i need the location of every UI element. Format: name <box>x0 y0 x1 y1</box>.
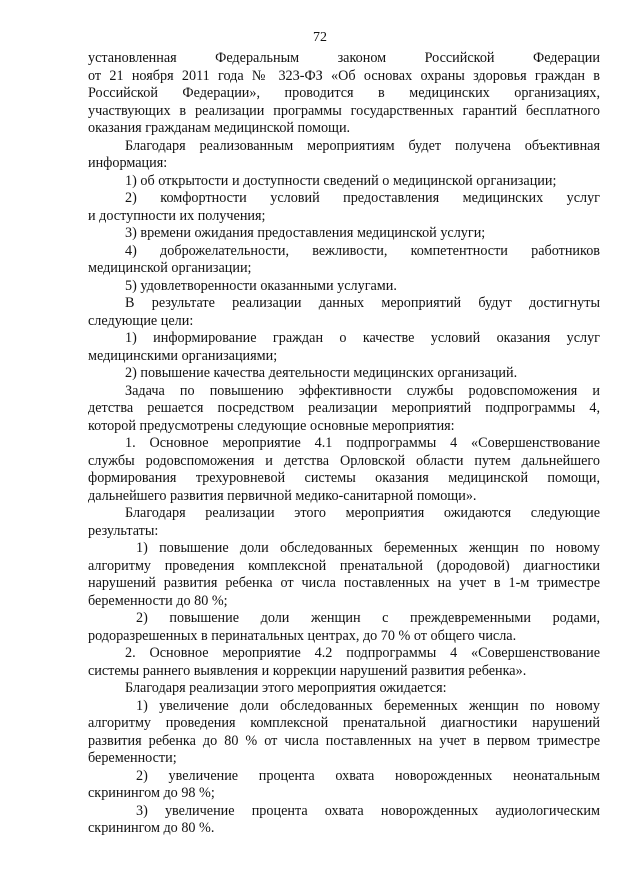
text-line: 3) времени ожидания предоставления медицинской услуги; <box>125 225 486 241</box>
text-line: В результате реализации данных мероприятий будут достигнуты <box>125 295 600 311</box>
page-number: 72 <box>313 30 327 45</box>
text-line: 3) увеличение процента охвата новорожденных аудиологическим <box>136 802 600 819</box>
text-line: 1) об открытости и доступности сведений о медицинской организации; <box>125 172 557 189</box>
text-line: нарушений развития ребенка от числа поставленных на учет в 1-м триместре <box>88 575 600 591</box>
text-line: которой предусмотрены следующие основные мероприятия: <box>88 417 455 434</box>
text-line: Задача по повышению эффективности службы родовспоможения и <box>125 382 600 399</box>
text-line: результаты: <box>88 522 159 539</box>
text-line: Благодаря реализованным мероприятиям будет получена объективная <box>125 137 600 154</box>
text-line: скринингом до 98 %; <box>88 785 215 801</box>
text-line: скринингом до 80 %. <box>88 820 215 836</box>
text-line: 2) комфортности условий предоставления медицинских услуг <box>125 190 600 206</box>
text-line: формирования трехуровневой системы оказания медицинской помощи, <box>88 470 600 486</box>
text-line: 2) повышение доли женщин с преждевременными родами, <box>136 610 600 626</box>
text-line: детства решается посредством реализации мероприятий подпрограммы 4, <box>88 400 600 416</box>
text-line: 2) повышение качества деятельности медицинских организаций. <box>125 365 518 381</box>
text-line: беременности до 80 %; <box>88 592 228 609</box>
text-line: медицинскими организациями; <box>88 347 278 364</box>
text-line: 1) увеличение доли обследованных беременных женщин по новому <box>136 697 600 714</box>
text-line: Благодаря реализации этого мероприятия ожидаются следующие <box>125 505 600 521</box>
text-line: службы родовспоможения и детства Орловской области путем дальнейшего <box>88 452 600 469</box>
text-line: участвующих в реализации программы государственных гарантий бесплатного <box>88 102 600 119</box>
text-line: алгоритму проведения комплексной пренатальной диагностики нарушений <box>88 715 600 731</box>
text-line: 2) увеличение процента охвата новорожденных неонатальным <box>136 767 600 784</box>
text-line: 1) информирование граждан о качестве условий оказания услуг <box>125 330 600 346</box>
document-body <box>88 50 600 838</box>
text-line: оказания гражданам медицинской помощи. <box>88 120 351 136</box>
text-line: дальнейшего развития первичной медико-санитарной помощи». <box>88 487 477 504</box>
text-line: Российской Федерации», проводится в медицинских организациях, <box>88 85 600 101</box>
text-line: следующие цели: <box>88 312 194 329</box>
text-line: 5) удовлетворенности оказанными услугами. <box>125 277 397 294</box>
text-line: Благодаря реализации этого мероприятия ожидается: <box>125 680 447 696</box>
text-line: и доступности их получения; <box>88 207 266 224</box>
text-line: беременности; <box>88 750 177 766</box>
text-line: 4) доброжелательности, вежливости, компетентности работников <box>125 242 600 259</box>
text-line: установленная Федеральным законом Российской Федерации <box>88 50 600 66</box>
text-line: 2. Основное мероприятие 4.2 подпрограммы 4 «Совершенствование <box>125 645 600 661</box>
text-line: развития ребенка до 80 % от числа поставленных на учет в первом триместре <box>88 732 600 749</box>
text-line: 1) повышение доли обследованных беременных женщин по новому <box>136 540 600 556</box>
text-line: родоразрешенных в перинатальных центрах, до 70 % от общего числа. <box>88 627 517 644</box>
text-line: системы раннего выявления и коррекции нарушений развития ребенка». <box>88 662 527 679</box>
text-line: информация: <box>88 155 168 171</box>
text-line: медицинской организации; <box>88 260 252 276</box>
text-line: алгоритму проведения комплексной пренатальной (дородовой) диагностики <box>88 557 600 574</box>
text-line: 1. Основное мероприятие 4.1 подпрограммы 4 «Совершенствование <box>125 435 600 451</box>
text-line: от 21 ноября 2011 года № 323-ФЗ «Об основах охраны здоровья граждан в <box>88 67 600 84</box>
